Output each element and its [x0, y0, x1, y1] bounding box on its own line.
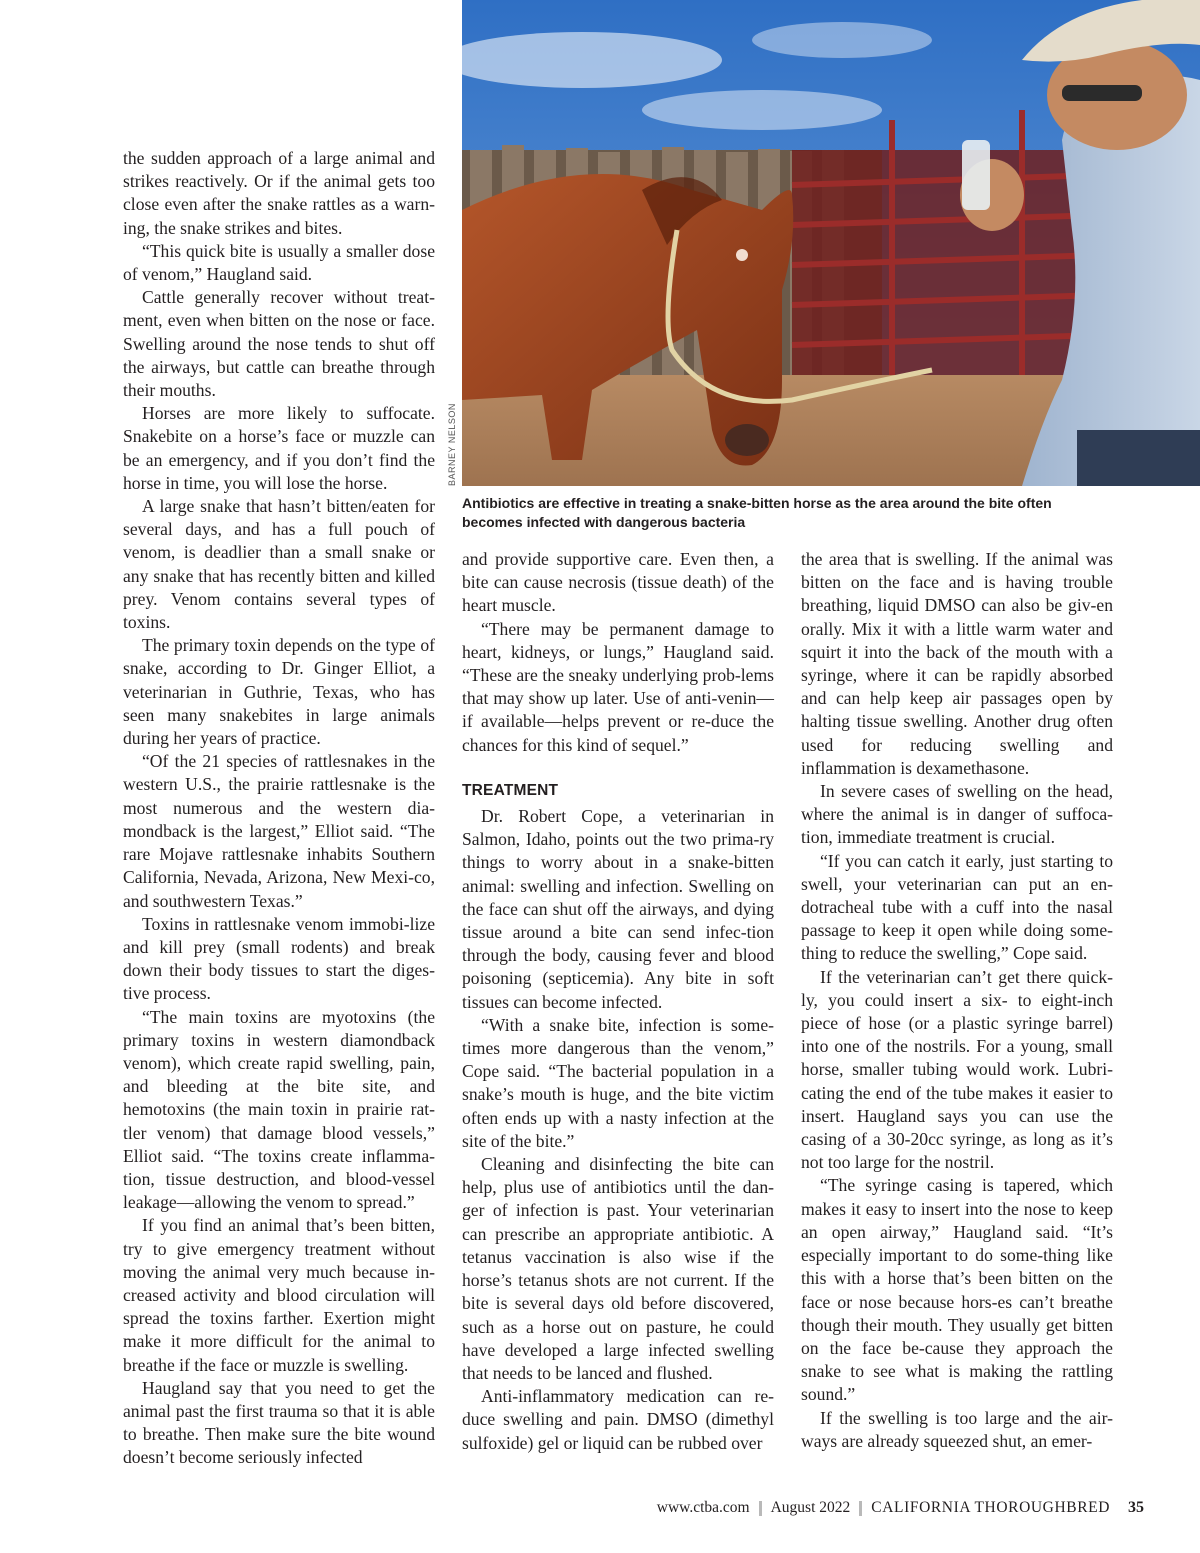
horse-photo	[462, 0, 1200, 486]
paragraph: “With a snake bite, infection is some-times more dangerous than the venom,” Cope said. “The bacterial population in a snake’s mouth is huge, and the bite victim often ends up with a nasty infection at the site of the bite.”	[462, 1014, 774, 1151]
paragraph: If you find an animal that’s been bitten, try to give emergency treatment without moving the animal very much because in-creased activity and blood circulation will spread the toxins farther. Exertion might make it more difficult for the animal to breathe if the face or muzzle is swelling.	[123, 1215, 435, 1375]
section-heading-treatment: TREATMENT	[462, 781, 559, 799]
paragraph: Dr. Robert Cope, a veterinarian in Salmon, Idaho, points out the two prima-ry things to worry about in a snake-bitten animal: swelling and infection. Swelling on the face can shut off the airways, and dying tissue around a bite can send infec-tion through the body, causing fever and blood poisoning (septicemia). Any bite in soft tissues can become infected.	[462, 806, 774, 1012]
paragraph: “If you can catch it early, just starting to swell, your veterinarian can put an en-dotracheal tube with a cuff into the nasal passage to keep it open while doing some-thing to reduce the swelling,” Cope said.	[801, 850, 1113, 964]
paragraph: “Of the 21 species of rattlesnakes in the western U.S., the prairie rattlesnake is the most numerous and the western dia-mondback is the largest,” Elliot said. “The rare Mojave rattlesnake inhabits Southern California, Nevada, Arizona, New Mexi-co, and southwestern Texas.”	[123, 751, 435, 911]
article-column-right	[801, 548, 1113, 1453]
paragraph: Toxins in rattlesnake venom immobi-lize and kill prey (small rodents) and break down their body tissues to start the diges-tive process.	[123, 913, 435, 1004]
footer-date: August 2022	[770, 1499, 851, 1516]
photo-caption: Antibiotics are effective in treating a snake-bitten horse as the area around the bite often becomes infected with dangerous bacteria	[462, 495, 1052, 530]
article-column-left	[123, 147, 435, 1470]
footer-url[interactable]: www.ctba.com	[656, 1499, 750, 1516]
paragraph: “The syringe casing is tapered, which makes it easy to insert into the nose to keep an open airway,” Haugland said. “It’s especially important to do some-thing like this with a horse that’s been bitten on the face or nose because hors-es can’t breathe though their mouth. They usually get bitten on the face be-cause they approach the snake to see what is making the rattling sound.”	[801, 1175, 1113, 1405]
paragraph: The primary toxin depends on the type of snake, according to Dr. Ginger Elliot, a veterinarian in Guthrie, Texas, who has seen many snakebites in large animals during her years of practice.	[123, 635, 435, 749]
paragraph: Haugland say that you need to get the animal past the first trauma so that it is able to breathe. Then make sure the bite wound doesn’t become seriously infected	[123, 1377, 435, 1468]
paragraph: the sudden approach of a large animal and strikes reactively. Or if the animal gets too close even after the snake rattles as a warn-ing, the snake strikes and bites.	[123, 148, 435, 238]
paragraph: Horses are more likely to suffocate. Snakebite on a horse’s face or muzzle can be an emergency, and if you don’t find the horse in time, you will lose the horse.	[123, 403, 435, 493]
paragraph: In severe cases of swelling on the head, where the animal is in danger of suffoca-tion, immediate treatment is crucial.	[801, 781, 1113, 848]
footer-divider	[759, 1501, 762, 1516]
footer-divider	[859, 1501, 862, 1516]
paragraph: “The main toxins are myotoxins (the primary toxins in western diamondback venom), which create rapid swelling, pain, and bleeding at the bite site, and hemotoxins (the main toxin in prairie rat-tler venom) that damage blood vessels,” Elliot said. “The toxins create inflamma-tion, tissue destruction, and blood-vessel leakage—allowing the venom to spread.”	[123, 1006, 435, 1213]
paragraph: Cattle generally recover without treat-ment, even when bitten on the nose or face. Swelling around the nose tends to shut off the airways, but cattle can breathe through their mouths.	[123, 287, 435, 401]
paragraph: the area that is swelling. If the animal was bitten on the face and is having trouble breathing, liquid DMSO can also be giv-en orally. Mix it with a little warm water and squirt it into the back of the mouth with a syringe, where it can be rapidly absorbed and can help keep air passages open by halting tissue swelling. Another drug often used for reducing swelling and inflammation is dexamethasone.	[801, 549, 1113, 778]
paragraph: Cleaning and disinfecting the bite can help, plus use of antibiotics until the dan-ger of infection is past. Your veterinarian can prescribe an appropriate antibiotic. A tetanus vaccination is also wise if the horse’s tetanus shots are not current. If the bite is several days old before discovered, such as a horse out on pasture, he could have developed a large infected swelling that needs to be lanced and flushed.	[462, 1154, 774, 1383]
paragraph: Anti-inflammatory medication can re-duce swelling and pain. DMSO (dimethyl sulfoxide) gel or liquid can be rubbed over	[462, 1386, 774, 1453]
page-number: 35	[1128, 1499, 1144, 1516]
page-footer	[657, 1499, 1144, 1517]
photo-credit: BARNEY NELSON	[447, 403, 457, 486]
paragraph: If the swelling is too large and the air-ways are already squeezed shut, an emer-	[801, 1407, 1113, 1451]
article-column-middle	[462, 548, 774, 1455]
paragraph: A large snake that hasn’t bitten/eaten for several days, and has a full pouch of venom, is deadlier than a small snake or any snake that has recently bitten and killed prey. Venom contains several types of toxins.	[123, 496, 435, 633]
paragraph: and provide supportive care. Even then, a bite can cause necrosis (tissue death) of the heart muscle.	[462, 549, 774, 616]
paragraph: If the veterinarian can’t get there quick-ly, you could insert a six- to eight-inch piece of hose (or a plastic syringe barrel) into one of the nostrils. For a young, small horse, smaller tubing would work. Lubri-cating the end of the tube makes it easier to insert. Haugland says you can use the casing of a 30-20cc syringe, as long as it’s not too large for the nostril.	[801, 966, 1113, 1173]
footer-magazine-name: CALIFORNIA THOROUGHBRED	[871, 1499, 1110, 1516]
paragraph: “This quick bite is usually a smaller dose of venom,” Haugland said.	[123, 240, 435, 285]
paragraph: “There may be permanent damage to heart, kidneys, or lungs,” Haugland said. “These are the sneaky underlying prob-lems that may show up later. Use of anti-venin—if available—helps prevent or re-duce the chances for this kind of sequel.”	[462, 618, 774, 755]
